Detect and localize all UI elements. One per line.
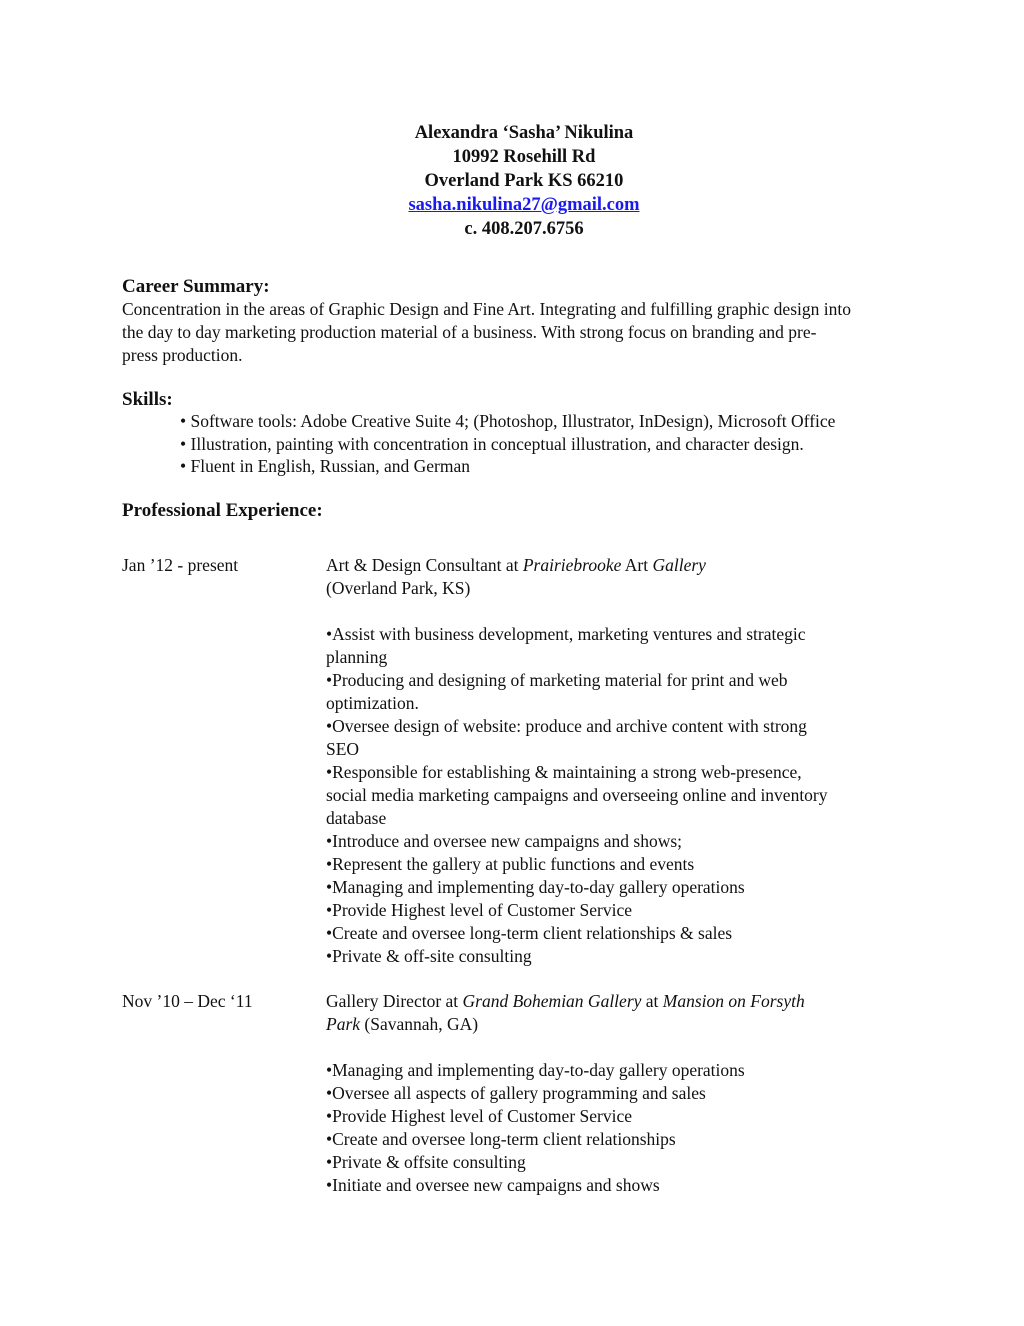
job-bullet: •Assist with business development, marketing ventures and strategic	[326, 624, 806, 644]
career-summary-heading: Career Summary:	[122, 276, 270, 297]
job-dates: Nov ’10 – Dec ‘11	[122, 991, 253, 1011]
summary-line: the day to day marketing production material of a business. With strong focus on branding and pre-	[122, 322, 817, 342]
job-bullet: •Provide Highest level of Customer Service	[326, 900, 632, 920]
skills-heading: Skills:	[122, 389, 173, 410]
contact-header	[0, 121, 1024, 241]
skills-list	[180, 410, 835, 478]
job-bullet: •Producing and designing of marketing material for print and web	[326, 670, 788, 690]
job-bullet: •Private & offsite consulting	[326, 1152, 526, 1172]
city-state-zip: Overland Park KS 66210	[424, 171, 624, 191]
job-dates: Jan ’12 - present	[122, 555, 239, 575]
skill-item: • Fluent in English, Russian, and German	[180, 456, 470, 476]
summary-line: Concentration in the areas of Graphic Design and Fine Art. Integrating and fulfilling graphic design into	[122, 299, 851, 319]
job-bullet: •Managing and implementing day-to-day gallery operations	[326, 877, 745, 897]
summary-line: press production.	[122, 345, 243, 365]
skill-item: • Software tools: Adobe Creative Suite 4; (Photoshop, Illustrator, InDesign), Microsoft Office	[180, 411, 836, 431]
job-details	[326, 990, 906, 1197]
job-bullet: •Oversee all aspects of gallery programming and sales	[326, 1083, 706, 1103]
job-title-line: Art & Design Consultant at Prairiebrooke Art Gallery	[326, 555, 706, 575]
job-details	[326, 554, 906, 968]
skill-item: • Illustration, painting with concentration in conceptual illustration, and character design.	[180, 433, 804, 454]
job-bullet: social media marketing campaigns and overseeing online and inventory	[326, 785, 828, 805]
job-bullet: •Represent the gallery at public functions and events	[326, 854, 695, 874]
job-bullet: planning	[326, 647, 388, 667]
job-bullet: •Create and oversee long-term client relationships	[326, 1129, 676, 1149]
job-location: (Overland Park, KS)	[326, 578, 471, 598]
job-title-line: Gallery Director at Grand Bohemian Gallery at Mansion on Forsyth	[326, 991, 805, 1011]
job-bullet: •Private & off-site consulting	[326, 946, 532, 966]
job-bullet: •Initiate and oversee new campaigns and shows	[326, 1175, 660, 1195]
job-location: Park (Savannah, GA)	[326, 1014, 479, 1034]
job-bullet: •Provide Highest level of Customer Service	[326, 1106, 632, 1126]
full-name: Alexandra ‘Sasha’ Nikulina	[414, 123, 634, 143]
email-link[interactable]: sasha.nikulina27@gmail.com	[408, 195, 640, 215]
street-address: 10992 Rosehill Rd	[452, 147, 596, 167]
job-bullet: •Managing and implementing day-to-day gallery operations	[326, 1060, 745, 1080]
job-bullet: •Responsible for establishing & maintaining a strong web-presence,	[326, 762, 802, 782]
job-bullet: SEO	[326, 739, 360, 759]
job-bullet: optimization.	[326, 693, 419, 713]
job-bullet: •Oversee design of website: produce and archive content with strong	[326, 716, 807, 736]
experience-heading: Professional Experience:	[122, 500, 323, 521]
job-bullet: •Create and oversee long-term client relationships & sales	[326, 923, 733, 943]
job-bullet: •Introduce and oversee new campaigns and shows;	[326, 831, 683, 851]
career-summary-text	[122, 298, 932, 367]
phone-number: c. 408.207.6756	[464, 219, 584, 239]
job-bullet: database	[326, 808, 387, 828]
